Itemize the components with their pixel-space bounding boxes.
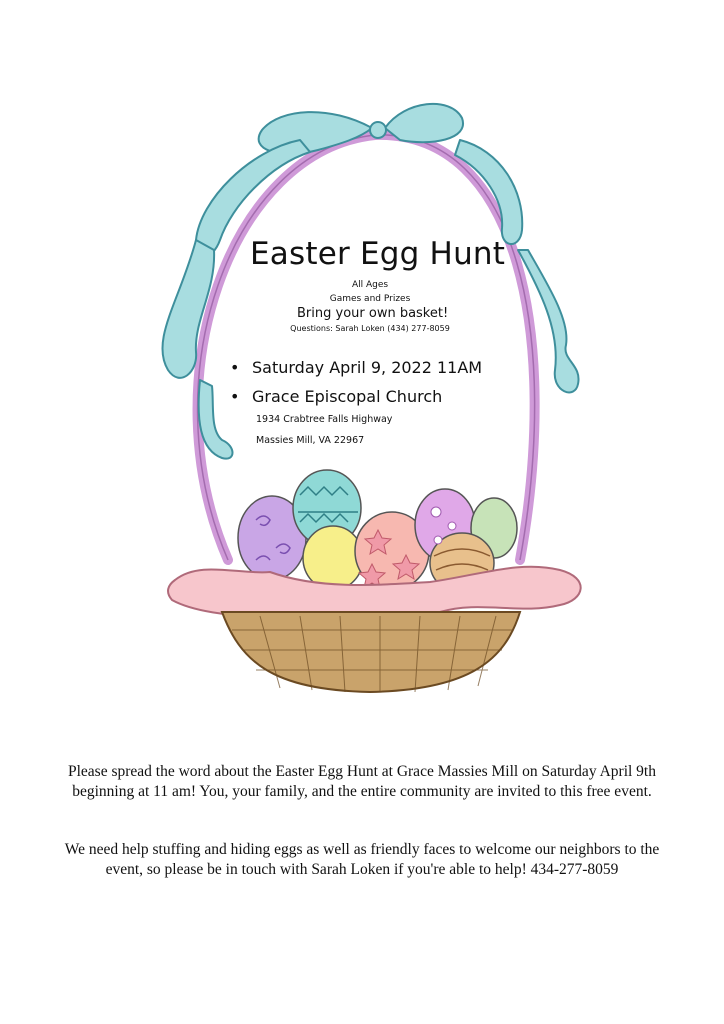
bullet-date (230, 358, 482, 377)
address-line-2: Massies Mill, VA 22967 (256, 435, 365, 446)
all-ages-text: All Ages (351, 280, 389, 290)
bullet-marker: • (230, 358, 240, 377)
volunteer-paragraph: We need help stuffing and hiding eggs as well as friendly faces to welcome our neighbors to the event, so please be in touch with Sarah Loken if you're able to help! 434-277-8059 (64, 841, 660, 878)
basket-body (222, 612, 520, 692)
bullet-marker: • (230, 387, 240, 406)
address-line-1: 1934 Crabtree Falls Highway (256, 414, 393, 425)
basket-note: Bring your own basket! (297, 306, 449, 321)
event-date-time: Saturday April 9, 2022 11AM (252, 358, 483, 377)
bullet-location (230, 387, 442, 406)
announcement-paragraph: Please spread the word about the Easter Egg Hunt at Grace Massies Mill on Saturday April 9th beginning at 11 am! You, your family, and the entire community are invited to this free event. (67, 763, 656, 800)
flyer-title: Easter Egg Hunt (250, 236, 506, 272)
basket-handle (198, 135, 535, 560)
questions-contact: Questions: Sarah Loken (434) 277-8059 (290, 324, 450, 333)
games-prizes-text: Games and Prizes (329, 294, 411, 304)
event-location: Grace Episcopal Church (252, 387, 443, 406)
